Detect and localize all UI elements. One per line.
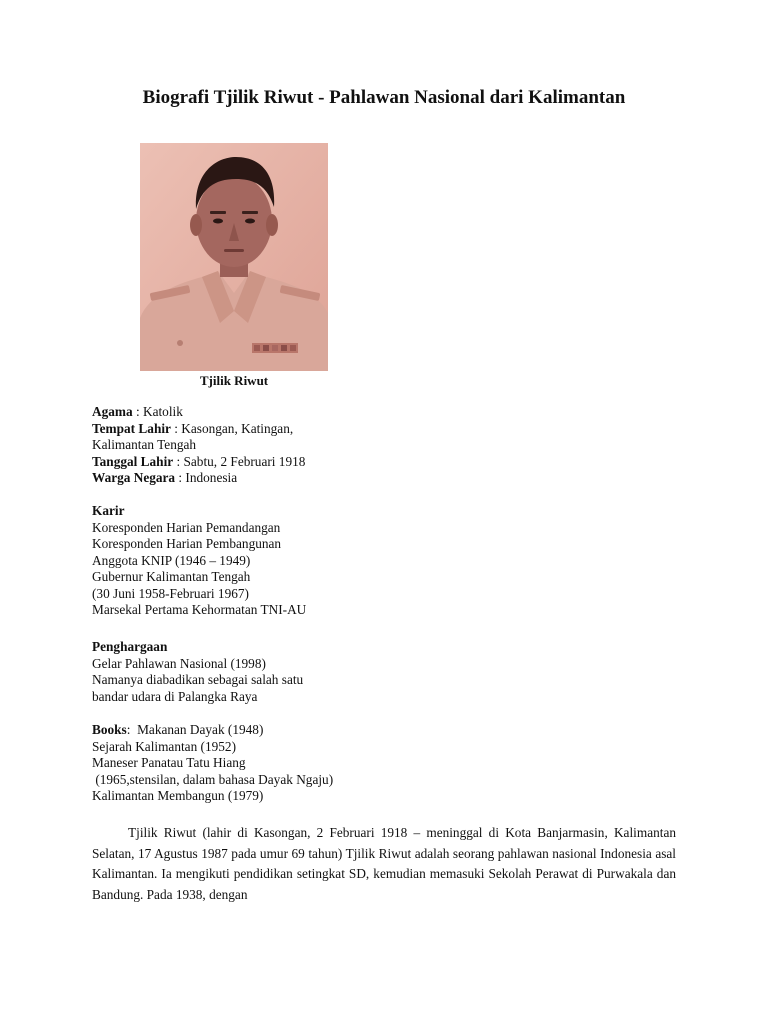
info-tanggal-lahir: [92, 454, 692, 471]
info-warga-negara: [92, 470, 692, 487]
books-first-line: [92, 722, 692, 739]
info-value: : Indonesia: [175, 470, 238, 485]
list-item: Gelar Pahlawan Nasional (1998): [92, 655, 266, 671]
list-item: Koresponden Harian Pemandangan: [92, 519, 281, 535]
info-label: Tanggal Lahir: [92, 453, 174, 469]
photo-caption: Tjilik Riwut: [199, 373, 269, 388]
list-item: Maneser Panatau Tatu Hiang: [92, 755, 246, 770]
info-tempat-lahir-cont: Kalimantan Tengah: [92, 437, 197, 452]
section-heading: Penghargaan: [92, 639, 168, 654]
list-item: Kalimantan Membangun (1979): [92, 788, 264, 803]
portrait-photo: [140, 143, 328, 371]
info-value: : Sabtu, 2 Februari 1918: [173, 453, 306, 469]
page-title: Biografi Tjilik Riwut - Pahlawan Nasional dari Kalimantan: [142, 87, 626, 108]
list-item: bandar udara di Palangka Raya: [92, 688, 258, 704]
portrait-illustration: [140, 143, 328, 371]
info-tempat-lahir: [92, 421, 692, 438]
personal-info: [92, 404, 692, 487]
list-item: : Makanan Dayak (1948): [126, 722, 264, 737]
section-heading: Karir: [92, 503, 125, 518]
biography-paragraph: Tjilik Riwut (lahir di Kasongan, 2 Februari 1918 – meninggal di Kota Banjarmasin, Kalimantan Selatan, 17 Agustus 1987 pada umur 69 tahun) Tjilik Riwut adalah seorang pahlawan nasional Indonesia asal Kalimantan. Ia mengikuti pendidikan setingkat SD, kemudian memasuki Sekolah Perawat di Purwakala dan Bandung. Pada 1938, dengan: [92, 825, 676, 902]
info-label: Agama: [92, 404, 133, 419]
books-section: [92, 722, 692, 805]
list-item: Marsekal Pertama Kehormatan TNI-AU: [92, 602, 307, 617]
list-item: Anggota KNIP (1946 – 1949): [92, 552, 251, 568]
list-item: Sejarah Kalimantan (1952): [92, 738, 236, 754]
info-label: Warga Negara: [92, 470, 176, 485]
list-item: (30 Juni 1958-Februari 1967): [92, 585, 249, 601]
section-heading: Books: [92, 722, 127, 737]
info-label: Tempat Lahir: [92, 420, 171, 436]
karir-section: [92, 503, 692, 619]
penghargaan-section: [92, 639, 692, 705]
list-item: (1965,stensilan, dalam bahasa Dayak Ngaju): [92, 771, 334, 787]
list-item: Gubernur Kalimantan Tengah: [92, 569, 251, 584]
list-item: Koresponden Harian Pembangunan: [92, 536, 282, 551]
info-value: : Kasongan, Katingan,: [170, 420, 294, 436]
list-item: Namanya diabadikan sebagai salah satu: [92, 672, 304, 687]
info-agama: [92, 404, 692, 421]
info-value: : Katolik: [132, 404, 183, 419]
